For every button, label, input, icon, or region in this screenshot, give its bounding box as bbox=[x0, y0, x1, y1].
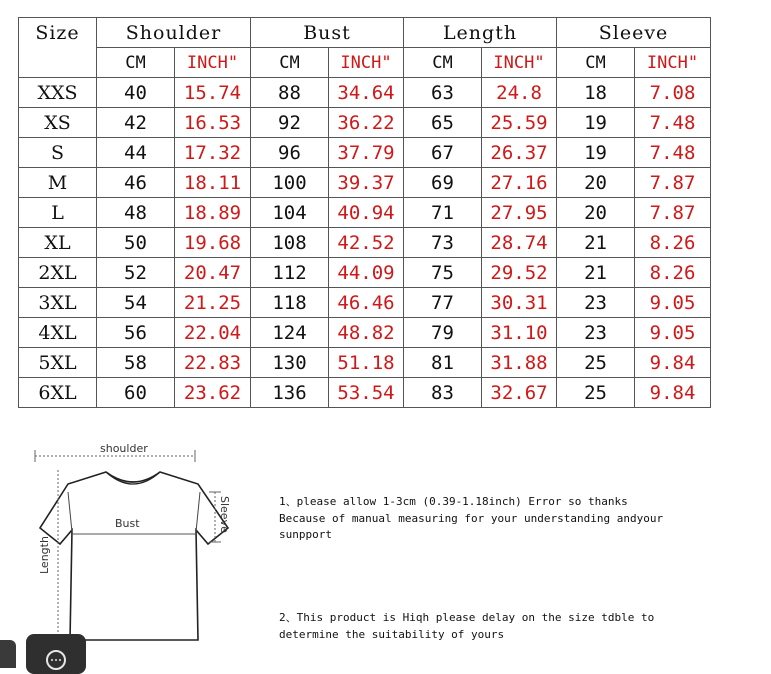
length-cm-cell: 67 bbox=[404, 138, 482, 168]
sleeve-in-cell: 9.84 bbox=[635, 348, 711, 378]
shoulder-in-cell: 23.62 bbox=[175, 378, 251, 408]
shoulder-cm-cell: 44 bbox=[97, 138, 175, 168]
sleeve-cm-cell: 19 bbox=[557, 138, 635, 168]
length-in-cell: 28.74 bbox=[482, 228, 557, 258]
shoulder-in-cell: 17.32 bbox=[175, 138, 251, 168]
table-row bbox=[19, 78, 711, 108]
bust-cm-cell: 112 bbox=[251, 258, 329, 288]
table-row bbox=[19, 138, 711, 168]
shoulder-cm-cell: 58 bbox=[97, 348, 175, 378]
length-cm-cell: 73 bbox=[404, 228, 482, 258]
unit-cm-header: CM bbox=[404, 48, 482, 78]
size-header: Size bbox=[19, 18, 97, 48]
size-cell: 5XL bbox=[19, 348, 97, 378]
bust-cm-cell: 118 bbox=[251, 288, 329, 318]
bust-cm-cell: 100 bbox=[251, 168, 329, 198]
shoulder-in-cell: 16.53 bbox=[175, 108, 251, 138]
shoulder-in-cell: 22.83 bbox=[175, 348, 251, 378]
shoulder-cm-cell: 42 bbox=[97, 108, 175, 138]
sleeve-header: Sleeve bbox=[557, 18, 711, 48]
shoulder-cm-cell: 60 bbox=[97, 378, 175, 408]
sleeve-cm-cell: 20 bbox=[557, 168, 635, 198]
bust-cm-cell: 108 bbox=[251, 228, 329, 258]
bust-in-cell: 34.64 bbox=[329, 78, 404, 108]
shoulder-cm-cell: 52 bbox=[97, 258, 175, 288]
shoulder-cm-cell: 40 bbox=[97, 78, 175, 108]
bust-in-cell: 39.37 bbox=[329, 168, 404, 198]
chat-button[interactable] bbox=[26, 634, 86, 674]
shoulder-cm-cell: 56 bbox=[97, 318, 175, 348]
table-row bbox=[19, 288, 711, 318]
bust-cm-cell: 124 bbox=[251, 318, 329, 348]
length-in-cell: 26.37 bbox=[482, 138, 557, 168]
unit-cm-header: CM bbox=[97, 48, 175, 78]
shoulder-in-cell: 20.47 bbox=[175, 258, 251, 288]
length-cm-cell: 69 bbox=[404, 168, 482, 198]
sleeve-cm-cell: 23 bbox=[557, 318, 635, 348]
sleeve-cm-cell: 23 bbox=[557, 288, 635, 318]
length-in-cell: 27.95 bbox=[482, 198, 557, 228]
size-cell: XXS bbox=[19, 78, 97, 108]
bust-in-cell: 53.54 bbox=[329, 378, 404, 408]
length-in-cell: 31.10 bbox=[482, 318, 557, 348]
sleeve-in-cell: 7.48 bbox=[635, 108, 711, 138]
shoulder-in-cell: 18.11 bbox=[175, 168, 251, 198]
size-cell: XL bbox=[19, 228, 97, 258]
note-line: Because of manual measuring for your understanding andyour bbox=[279, 511, 664, 525]
side-tab[interactable] bbox=[0, 640, 16, 668]
measurement-note bbox=[279, 494, 719, 544]
tshirt-measurement-diagram bbox=[30, 440, 245, 650]
length-cm-cell: 63 bbox=[404, 78, 482, 108]
shoulder-in-cell: 21.25 bbox=[175, 288, 251, 318]
sleeve-cm-cell: 21 bbox=[557, 228, 635, 258]
bust-header: Bust bbox=[251, 18, 404, 48]
table-row bbox=[19, 108, 711, 138]
table-row bbox=[19, 318, 711, 348]
shoulder-cm-cell: 54 bbox=[97, 288, 175, 318]
length-header: Length bbox=[404, 18, 557, 48]
size-cell: XS bbox=[19, 108, 97, 138]
size-cell: 4XL bbox=[19, 318, 97, 348]
sleeve-in-cell: 8.26 bbox=[635, 228, 711, 258]
sleeve-in-cell: 7.87 bbox=[635, 198, 711, 228]
sleeve-cm-cell: 18 bbox=[557, 78, 635, 108]
size-cell: S bbox=[19, 138, 97, 168]
length-cm-cell: 75 bbox=[404, 258, 482, 288]
shoulder-in-cell: 19.68 bbox=[175, 228, 251, 258]
table-row bbox=[19, 258, 711, 288]
unit-inch-header: INCH" bbox=[482, 48, 557, 78]
shoulder-label: shoulder bbox=[100, 442, 148, 455]
shoulder-cm-cell: 48 bbox=[97, 198, 175, 228]
bust-in-cell: 51.18 bbox=[329, 348, 404, 378]
sleeve-cm-cell: 21 bbox=[557, 258, 635, 288]
table-row bbox=[19, 228, 711, 258]
bust-in-cell: 46.46 bbox=[329, 288, 404, 318]
unit-cm-header: CM bbox=[251, 48, 329, 78]
size-cell: 6XL bbox=[19, 378, 97, 408]
length-cm-cell: 83 bbox=[404, 378, 482, 408]
table-row bbox=[19, 198, 711, 228]
unit-inch-header: INCH" bbox=[635, 48, 711, 78]
unit-cm-header: CM bbox=[557, 48, 635, 78]
size-table-note bbox=[279, 610, 739, 643]
unit-inch-header: INCH" bbox=[175, 48, 251, 78]
shoulder-in-cell: 15.74 bbox=[175, 78, 251, 108]
note-line: determine the suitability of yours bbox=[279, 627, 505, 641]
bust-in-cell: 48.82 bbox=[329, 318, 404, 348]
bust-in-cell: 44.09 bbox=[329, 258, 404, 288]
table-row bbox=[19, 348, 711, 378]
table-unit-header-row bbox=[19, 48, 711, 78]
bust-in-cell: 36.22 bbox=[329, 108, 404, 138]
length-cm-cell: 81 bbox=[404, 348, 482, 378]
table-row bbox=[19, 378, 711, 408]
sleeve-cm-cell: 20 bbox=[557, 198, 635, 228]
sleeve-in-cell: 7.48 bbox=[635, 138, 711, 168]
note-line: 1、please allow 1-3cm (0.39-1.18inch) Error so thanks bbox=[279, 495, 628, 508]
length-in-cell: 31.88 bbox=[482, 348, 557, 378]
unit-inch-header: INCH" bbox=[329, 48, 404, 78]
sleeve-in-cell: 7.87 bbox=[635, 168, 711, 198]
size-header-blank bbox=[19, 48, 97, 78]
length-label: Length bbox=[38, 536, 51, 574]
length-in-cell: 24.8 bbox=[482, 78, 557, 108]
size-chart-table bbox=[18, 17, 711, 408]
size-cell: 3XL bbox=[19, 288, 97, 318]
size-cell: 2XL bbox=[19, 258, 97, 288]
length-cm-cell: 71 bbox=[404, 198, 482, 228]
table-row bbox=[19, 168, 711, 198]
sleeve-cm-cell: 19 bbox=[557, 108, 635, 138]
sleeve-in-cell: 7.08 bbox=[635, 78, 711, 108]
bust-cm-cell: 88 bbox=[251, 78, 329, 108]
sleeve-in-cell: 9.05 bbox=[635, 288, 711, 318]
bust-cm-cell: 92 bbox=[251, 108, 329, 138]
shoulder-in-cell: 18.89 bbox=[175, 198, 251, 228]
bust-in-cell: 40.94 bbox=[329, 198, 404, 228]
bust-label: Bust bbox=[115, 517, 140, 530]
length-in-cell: 29.52 bbox=[482, 258, 557, 288]
sleeve-in-cell: 9.84 bbox=[635, 378, 711, 408]
bust-in-cell: 42.52 bbox=[329, 228, 404, 258]
shoulder-header: Shoulder bbox=[97, 18, 251, 48]
bust-cm-cell: 130 bbox=[251, 348, 329, 378]
size-cell: L bbox=[19, 198, 97, 228]
shoulder-cm-cell: 50 bbox=[97, 228, 175, 258]
length-in-cell: 30.31 bbox=[482, 288, 557, 318]
bust-cm-cell: 136 bbox=[251, 378, 329, 408]
length-in-cell: 25.59 bbox=[482, 108, 557, 138]
shoulder-in-cell: 22.04 bbox=[175, 318, 251, 348]
chat-bubble-icon bbox=[46, 650, 66, 670]
sleeve-cm-cell: 25 bbox=[557, 378, 635, 408]
tshirt-outline-icon bbox=[30, 440, 245, 650]
sleeve-in-cell: 9.05 bbox=[635, 318, 711, 348]
length-in-cell: 27.16 bbox=[482, 168, 557, 198]
bust-cm-cell: 96 bbox=[251, 138, 329, 168]
length-cm-cell: 77 bbox=[404, 288, 482, 318]
length-cm-cell: 79 bbox=[404, 318, 482, 348]
sleeve-in-cell: 8.26 bbox=[635, 258, 711, 288]
bust-cm-cell: 104 bbox=[251, 198, 329, 228]
length-cm-cell: 65 bbox=[404, 108, 482, 138]
sleeve-label: Sleeve bbox=[218, 496, 231, 533]
sleeve-cm-cell: 25 bbox=[557, 348, 635, 378]
table-group-header-row bbox=[19, 18, 711, 48]
shoulder-cm-cell: 46 bbox=[97, 168, 175, 198]
size-cell: M bbox=[19, 168, 97, 198]
bust-in-cell: 37.79 bbox=[329, 138, 404, 168]
length-in-cell: 32.67 bbox=[482, 378, 557, 408]
note-line: 2、This product is Hiqh please delay on the size tdble to bbox=[279, 611, 655, 624]
note-line: sunpport bbox=[279, 528, 332, 541]
